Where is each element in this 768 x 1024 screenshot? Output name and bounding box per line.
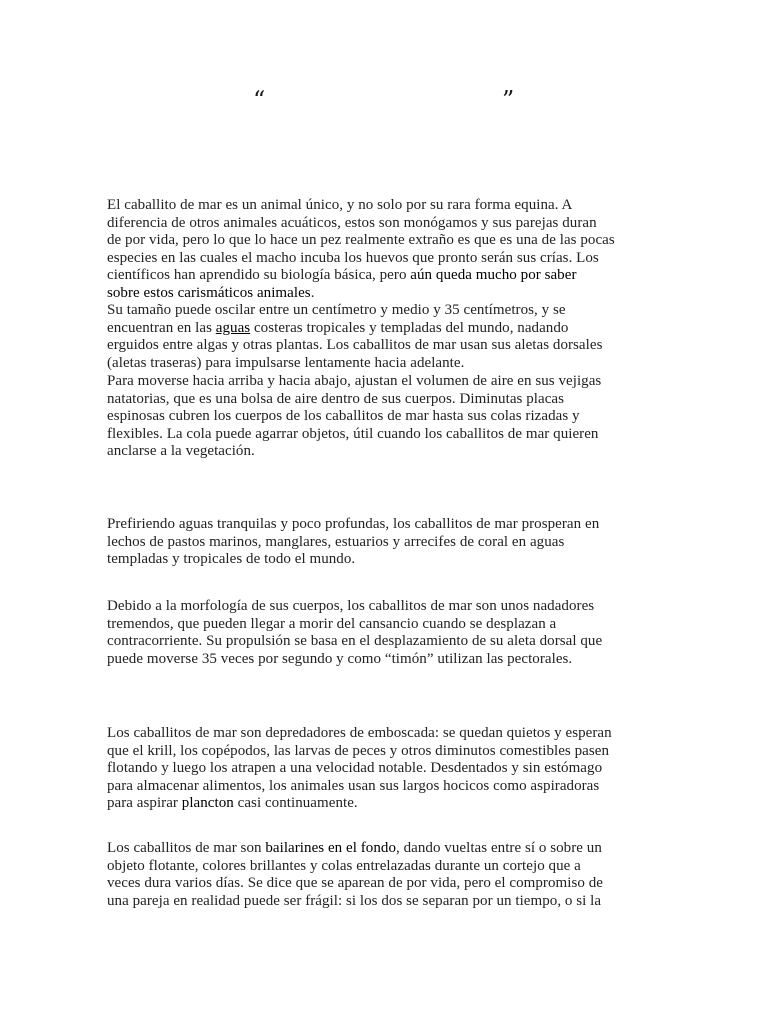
paragraph-courtship (107, 840, 603, 910)
text-run: para aspirar (107, 795, 182, 811)
text-run: costeras tropicales y templadas del mundo, nadando (250, 319, 569, 336)
text-line (107, 267, 615, 285)
text-line: espinosas cubren los cuerpos de los caballitos de mar hasta sus colas rizadas y (107, 408, 580, 424)
highlighted-link-text[interactable]: aún queda mucho por saber (410, 267, 577, 283)
bailarines-link[interactable]: bailarines en el fondo (265, 840, 396, 856)
paragraph-intro (107, 197, 615, 302)
text-line: Su tamaño puede oscilar entre un centímetro y medio y 35 centímetros, y se (107, 302, 566, 318)
text-line: El caballito de mar es un animal único, y no solo por su rara forma equina. A (107, 197, 573, 213)
text-line: que el krill, los copépodos, las larvas de peces y otros diminutos comestibles pasen (107, 742, 610, 759)
text-line: tremendos, que pueden llegar a morir del cansancio cuando se desplazan a (107, 615, 557, 632)
text-line: templadas y tropicales de todo el mundo. (107, 551, 356, 567)
text-line: de por vida, pero lo que lo hace un pez realmente extraño es que es una de las pocas (107, 232, 615, 248)
text-line: Prefiriendo aguas tranquilas y poco profundas, los caballitos de mar prosperan en (107, 516, 600, 532)
text-line: una pareja en realidad puede ser frágil: si los dos se separan por un tiempo, o si la (107, 892, 602, 909)
text-line: Los caballitos de mar son depredadores de emboscada: se quedan quietos y esperan (107, 725, 612, 741)
text-line (107, 795, 612, 813)
text-line: objeto flotante, colores brillantes y colas entrelazadas durante un cortejo que a (107, 857, 581, 874)
text-run: científicos han aprendido su biología básica, pero (107, 267, 411, 283)
text-run: Los caballitos de mar son (107, 840, 266, 856)
text-line: puede moverse 35 veces por segundo y como “timón” utilizan las pectorales. (107, 650, 573, 667)
text-run: casi continuamente. (233, 795, 358, 811)
text-line: flotando y luego los atrapen a una velocidad notable. Desdentados y sin estómago (107, 760, 603, 776)
text-line: Debido a la morfología de sus cuerpos, los caballitos de mar son unos nadadores (107, 598, 595, 614)
opening-quote-mark: “ (253, 86, 266, 114)
paragraph-waters (107, 516, 599, 569)
text-line: diferencia de otros animales acuáticos, estos son monógamos y sus parejas duran (107, 214, 597, 231)
text-line: veces dura varios días. Se dice que se aparean de por vida, pero el compromiso de (107, 875, 603, 891)
text-line: Para moverse hacia arriba y hacia abajo, ajustan el volumen de aire en sus vejigas (107, 373, 602, 389)
aguas-link[interactable]: aguas (215, 319, 251, 336)
paragraph-size-habitat (107, 302, 602, 372)
paragraph-swimming (107, 598, 602, 668)
paragraph-movement (107, 373, 601, 461)
text-line: flexibles. La cola puede agarrar objetos, útil cuando los caballitos de mar quieren (107, 425, 599, 442)
text-run: . (310, 284, 315, 301)
text-line: contracorriente. Su propulsión se basa en el desplazamiento de su aleta dorsal que (107, 633, 603, 649)
paragraph-feeding (107, 725, 612, 813)
closing-quote-mark: ” (502, 86, 515, 114)
text-line: natatorias, que es una bolsa de aire dentro de sus cuerpos. Diminutas placas (107, 390, 564, 407)
text-line (107, 840, 603, 858)
text-line: especies en las cuales el macho incuba los huevos que pronto serán sus crías. Los (107, 249, 599, 266)
text-line: para almacenar alimentos, los animales usan sus largos hocicos como aspiradoras (107, 777, 600, 794)
text-line: anclarse a la vegetación. (107, 443, 255, 459)
text-line (107, 320, 602, 338)
text-line: (aletas traseras) para impulsarse lentamente hacia adelante. (107, 354, 465, 371)
text-line (107, 285, 615, 303)
text-line: erguidos entre algas y otras plantas. Los caballitos de mar usan sus aletas dorsales (107, 337, 603, 353)
text-run: encuentran en las (107, 319, 216, 336)
text-run: , dando vueltas entre sí o sobre un (396, 840, 602, 856)
text-line: lechos de pastos marinos, manglares, estuarios y arrecifes de coral en aguas (107, 533, 565, 550)
highlighted-link-text[interactable]: sobre estos carismáticos animales (107, 284, 311, 301)
plancton-link[interactable]: plancton (181, 795, 234, 811)
